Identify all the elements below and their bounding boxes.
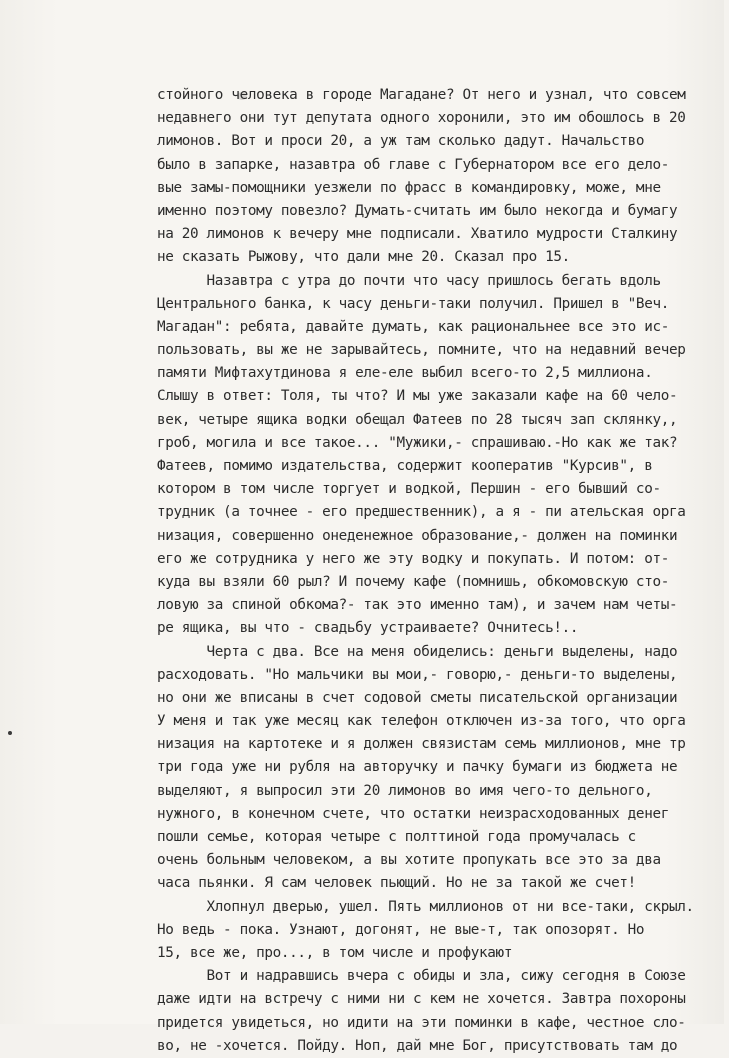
text-line: трудник (а точнее - его предшественник), а я - пи ательская орга (157, 504, 686, 521)
text-line: низация на картотеке и я должен связистам семь миллионов, мне тр (157, 736, 686, 753)
text-line: Магадан": ребята, давайте думать, как рациональнее все это ис- (157, 318, 669, 335)
text-line: его же сотрудника у него же эту водку и покупать. И потом: от- (157, 550, 669, 567)
typed-text-body (157, 84, 729, 1058)
text-line: было в запарке, назавтра об главе с Губернатором все его дело- (157, 156, 669, 173)
text-line: пользовать, вы же не зарывайтесь, помните, что на недавний вечер (157, 342, 686, 359)
text-line: Вот и надравшись вчера с обиды и зла, сижу сегодня в Союзе (157, 968, 686, 985)
text-line: придется увидеться, но идити на эти поминки в кафе, честное сло- (157, 1014, 686, 1031)
text-line: век, четыре ящика водки обещал Фатеев по 28 тысяч зап склянку,, (157, 411, 678, 428)
text-line: У меня и так уже месяц как телефон отключен из-за того, что орга (157, 713, 686, 730)
text-line: три года уже ни рубля на авторучку и пачку бумаги из бюджета не (157, 759, 678, 776)
text-line: не сказать Рыжову, что дали мне 20. Сказал про 15. (157, 249, 570, 266)
text-line: гроб, могила и все такое... "Мужики,- спрашиваю.-Но как же так? (157, 434, 678, 451)
text-line: Черта с два. Все на меня обиделись: деньги выделены, надо (157, 643, 678, 660)
text-line: во, не -хочется. Пойду. Ноп, дай мне Бог, присутствовать там до (157, 1037, 678, 1054)
text-line: недавнего они тут депутата одного хоронили, это им обошлось в 20 (157, 110, 686, 127)
text-line: нужного, в конечном счете, что остатки неизрасходованных денег (157, 805, 669, 822)
text-line: памяти Мифтахутдинова я еле-еле выбил всего-то 2,5 миллиона. (157, 365, 653, 382)
text-line: ловую за спиной обкома?- так это именно там), и зачем нам четы- (157, 597, 678, 614)
text-line: часа пьянки. Я сам человек пьющий. Но не за такой же счет! (157, 875, 636, 892)
text-line: Центрального банка, к часу деньги-таки получил. Пришел в "Веч. (157, 295, 669, 312)
text-line: котором в том числе торгует и водкой, Першин - его бывший со- (157, 481, 661, 498)
text-line: низация, совершенно онеденежное образование,- должен на поминки (157, 527, 678, 544)
text-line: расходовать. "Но мальчики вы мои,- говорю,- деньги-то выделены, (157, 666, 678, 683)
text-line: ре ящика, вы что - свадьбу устраиваете? Очнитесь!.. (157, 620, 579, 637)
text-line: очень больным человеком, а вы хотите пропукать все это за два (157, 852, 661, 869)
text-line: именно поэтому повезло? Думать-считать им было некогда и бумагу (157, 202, 678, 219)
text-line: лимонов. Вот и проси 20, а уж там сколько дадут. Начальство (157, 133, 645, 150)
text-line: куда вы взяли 60 рыл? И почему кафе (помнишь, обкомовскую сто- (157, 573, 669, 590)
text-line: пошли семье, которая четыре с полттиной года промучалась с (157, 829, 636, 845)
text-line: выделяют, я выпросил эти 20 лимонов во имя чего-то дельного, (157, 782, 653, 799)
text-line: Но ведь - пока. Узнают, догонят, не вые-т, так опозорят. Но (157, 921, 645, 938)
text-line: стойного человека в городе Магадане? От него и узнал, что совсем (157, 87, 686, 103)
text-line: вые замы-помощники уезжели по фрасс в командировку, може, мне (157, 179, 661, 196)
text-line: даже идти на встречу с ними ни с кем не хочется. Завтра похороны (157, 991, 686, 1008)
text-line: но они же вписаны в счет содовой сметы писательской организации (157, 689, 678, 706)
text-line: Фатеев, помимо издательства, содержит кооператив "Курсив", в (157, 458, 653, 474)
text-line: 15, все же, про..., в том числе и профукают (157, 944, 513, 961)
margin-ink-dot (8, 731, 12, 735)
text-line: на 20 лимонов к вечеру мне подписали. Хватило мудрости Сталкину (157, 226, 678, 243)
text-line: Хлопнул дверью, ушел. Пять миллионов от ни все-таки, скрыл. (157, 898, 694, 915)
text-line: Слышу в ответ: Толя, ты что? И мы уже заказали кафе на 60 чело- (157, 388, 678, 405)
text-line: Назавтра с утра до почти что часу пришлось бегать вдоль (157, 272, 661, 289)
